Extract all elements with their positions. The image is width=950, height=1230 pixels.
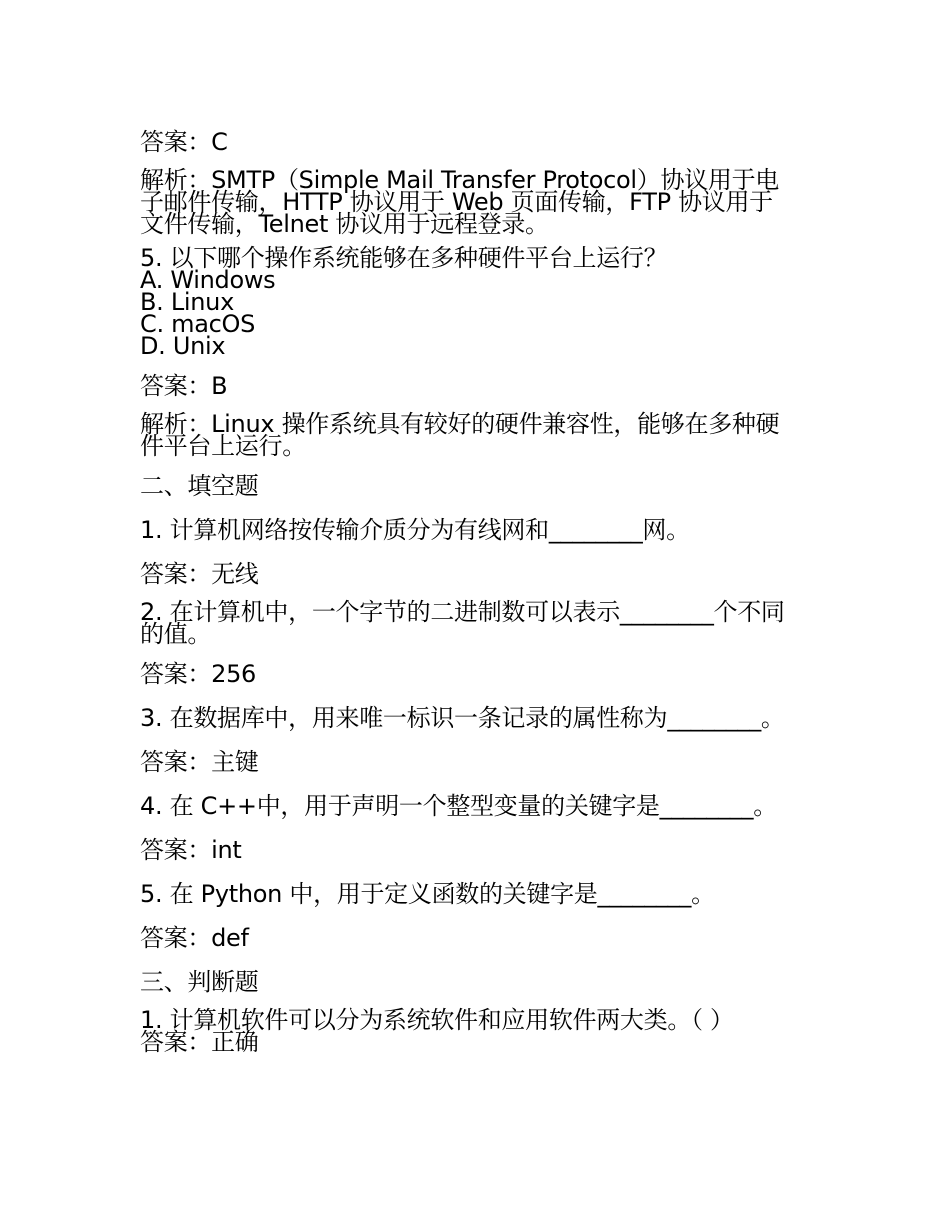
question-5: 5. 以下哪个操作系统能够在多种硬件平台上运行？	[140, 244, 668, 272]
question-5-explanation-line1: 解析：Linux 操作系统具有较好的硬件兼容性，能够在多种硬	[140, 410, 780, 438]
explanation-prev-line1: 解析：SMTP（Simple Mail Transfer Protocol）协议用于电	[140, 166, 779, 194]
fill-question-3-answer: 答案：主键	[140, 748, 259, 776]
explanation-prev-line2: 子邮件传输，HTTP 协议用于 Web 页面传输，FTP 协议用于	[140, 188, 773, 216]
fill-question-3: 3. 在数据库中，用来唯一标识一条记录的属性称为________。	[140, 704, 785, 732]
fill-question-2-answer: 答案：256	[140, 660, 257, 688]
section-true-false: 三、判断题	[140, 968, 259, 996]
fill-question-4-answer: 答案：int	[140, 836, 242, 864]
fill-question-1-answer: 答案：无线	[140, 560, 259, 588]
fill-question-2-line1: 2. 在计算机中，一个字节的二进制数可以表示________个不同	[140, 598, 785, 626]
question-5-option-c: C. macOS	[140, 310, 256, 338]
tf-question-1-answer: 答案：正确	[140, 1028, 259, 1056]
question-5-option-d: D. Unix	[140, 332, 226, 360]
answer-prev: 答案：C	[140, 128, 228, 156]
page-content	[140, 125, 810, 1056]
question-5-option-a: A. Windows	[140, 266, 276, 294]
fill-question-4: 4. 在 C++中，用于声明一个整型变量的关键字是________。	[140, 792, 777, 820]
question-5-option-b: B. Linux	[140, 288, 234, 316]
fill-question-5: 5. 在 Python 中，用于定义函数的关键字是________。	[140, 880, 715, 908]
question-5-answer: 答案：B	[140, 372, 228, 400]
fill-question-1: 1. 计算机网络按传输介质分为有线网和________网。	[140, 516, 690, 544]
question-5-explanation-line2: 件平台上运行。	[140, 432, 306, 460]
section-fill-in: 二、填空题	[140, 472, 259, 500]
fill-question-5-answer: 答案：def	[140, 924, 249, 952]
fill-question-2-line2: 的值。	[140, 620, 212, 648]
explanation-prev-line3: 文件传输，Telnet 协议用于远程登录。	[140, 210, 549, 238]
tf-question-1: 1. 计算机软件可以分为系统软件和应用软件两大类。（ ）	[140, 1006, 734, 1034]
